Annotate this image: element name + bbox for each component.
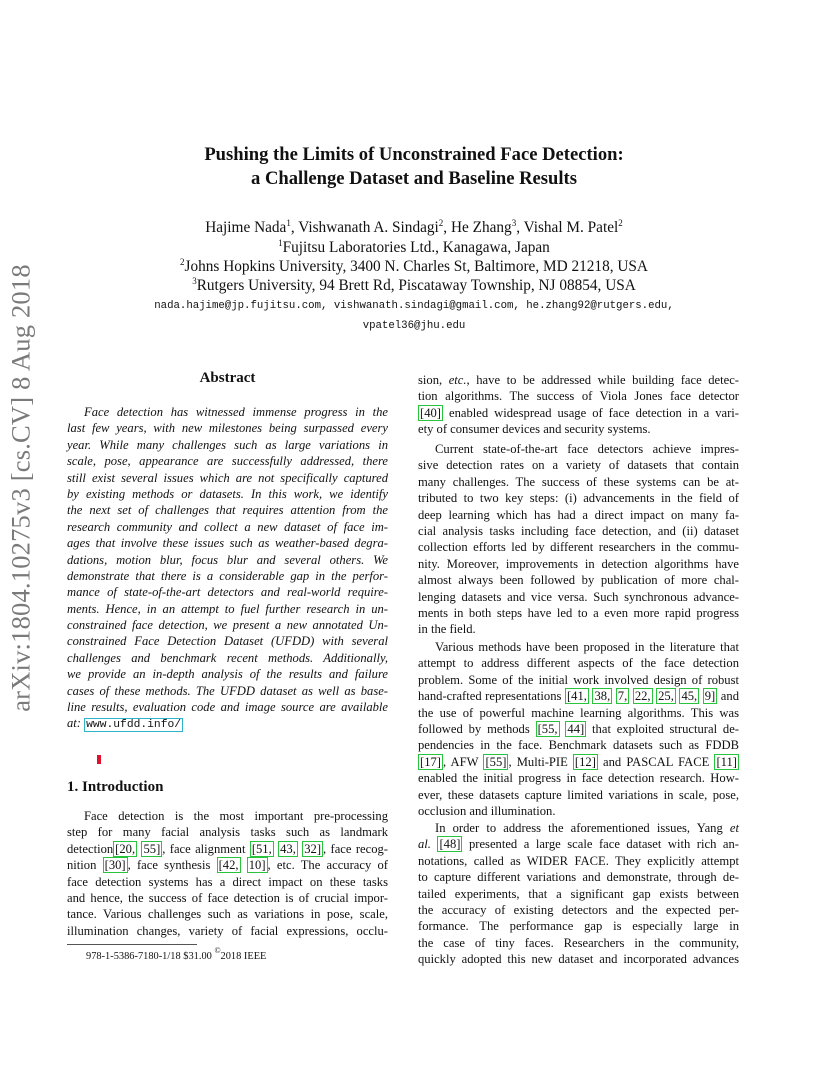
affiliation-text: Rutgers University, 94 Brett Rd, Piscataway Township, NJ 08854, USA — [196, 277, 636, 294]
citation-link[interactable]: 10] — [248, 858, 266, 873]
abstract-line: by existing methods or datasets. In this work, we identify — [67, 486, 388, 501]
email-line-2: vpatel36@jhu.edu — [362, 320, 466, 332]
abstract-line: research community and collect a new dataset of face im- — [67, 519, 388, 534]
right-paragraph-2 — [418, 441, 739, 638]
text-line: lenging datasets and vice versa. Such synchronous advance- — [418, 589, 739, 604]
text-line: tance. Various challenges such as variations in pose, scale, — [67, 907, 388, 922]
affiliation-sup: 2 — [180, 257, 185, 267]
text-line: attempt to address different aspects of the face detection — [418, 656, 739, 671]
dataset-url-link[interactable]: www.ufdd.info/ — [86, 719, 182, 732]
citation-link[interactable]: 22, — [634, 689, 651, 704]
abstract-line: year. While many challenges such as large variations in — [67, 437, 388, 452]
text-line: notations, called as WIDER FACE. They explicitly attempt — [418, 853, 739, 868]
abstract-line: at: www.ufdd.info/ — [67, 716, 182, 732]
abstract-heading: Abstract — [199, 370, 256, 386]
citation-link[interactable]: 32] — [304, 841, 322, 856]
citation-link[interactable]: [42, — [218, 858, 239, 873]
text-line: nity. Moreover, improvements in detection algorithms have — [418, 556, 739, 571]
abstract-line: ments. Hence, in an attempt to fuel further research in un- — [67, 601, 388, 616]
citation-link[interactable]: 9] — [704, 689, 716, 704]
affiliation-sup: 1 — [278, 238, 283, 248]
text-line: cial analysis tasks including face detection, and (ii) dataset — [418, 523, 739, 538]
intro-heading: 1. Introduction — [67, 779, 164, 795]
citation-link[interactable]: 45, — [681, 689, 698, 704]
text-line: tributed to two key steps: (i) advancements in the field of — [418, 491, 739, 506]
author-name: Vishal M. Patel — [523, 219, 619, 236]
abstract-line: we provide an in-depth analysis of the results and failure — [67, 667, 388, 682]
abstract-body — [67, 404, 388, 732]
text-line: pendencies in the face. Benchmark datasets such as FDDB — [418, 738, 739, 753]
text-line: many challenges. The success of these systems can be at- — [418, 474, 739, 489]
italic-text: etc. — [448, 373, 467, 387]
copyright-symbol: © — [214, 946, 221, 955]
text-line: detection [20, 55] , face alignment [51, 43, 32] , face recog- — [67, 841, 388, 856]
italic-text: et — [729, 821, 739, 835]
affiliation-sup: 3 — [192, 276, 197, 286]
affiliation-text: Johns Hopkins University, 3400 N. Charles St, Baltimore, MD 21218, USA — [184, 258, 648, 275]
abstract-line: ages that involve these issues such as weather-based degra- — [67, 536, 388, 551]
text-line: quickly adopted this new dataset and incorporated advances — [418, 952, 739, 967]
text-line: formance. The performance gap is especially large in — [418, 919, 739, 934]
paper-title-line2: a Challenge Dataset and Baseline Results — [251, 168, 577, 189]
citation-link[interactable]: 7, — [617, 689, 628, 704]
text-line: the use of powerful machine learning algorithms. This was — [418, 705, 739, 720]
text-line: collection efforts led by different researchers in the commu- — [418, 540, 739, 555]
affiliation-3 — [0, 276, 828, 296]
text-line: al. [48] presented a large scale face dataset with rich an- — [418, 837, 739, 852]
text-line: tailed experiments, that a significant gap exists between — [418, 886, 739, 901]
citation-link[interactable]: 38, — [594, 689, 611, 704]
text-line: ments in both steps have led to a even more rapid progress — [418, 605, 739, 620]
footnote-rule — [67, 944, 197, 945]
citation-link[interactable]: [55, — [537, 721, 558, 736]
citation-link[interactable]: 55] — [143, 841, 161, 856]
text-line: followed by methods [55, 44] that exploited structural de- — [418, 721, 740, 736]
abstract-line: constrained face detection, we present a new annotated Un- — [67, 618, 388, 633]
abstract-line: Face detection has witnessed immense progress in the — [84, 405, 388, 419]
abstract-line: challenges and benchmark recent methods. Additionally, — [67, 650, 388, 665]
affiliation-text: Fujitsu Laboratories Ltd., Kanagawa, Japan — [282, 239, 550, 256]
text-line: ety of consumer devices and security systems. — [418, 422, 651, 437]
text-line: face detection systems has a direct impact on these tasks — [67, 874, 388, 889]
email-line-1: nada.hajime@jp.fujitsu.com, vishwanath.sindagi@gmail.com, he.zhang92@rutgers.edu, — [154, 300, 674, 312]
paper-title-line1: Pushing the Limits of Unconstrained Face Detection: — [204, 144, 624, 165]
citation-link[interactable]: [41, — [566, 689, 587, 704]
text-line: and hence, the success of face detection is of crucial impor- — [67, 890, 388, 905]
abstract-line: demonstrate that there is a considerable gap in the perfor- — [67, 568, 388, 583]
text-line: in the field. — [418, 622, 476, 637]
abstract-line: constrained Face Detection Dataset (UFDD) with several — [67, 634, 388, 649]
text-line: enabled the initial progress in face detection research. How- — [418, 771, 739, 786]
citation-link[interactable]: [48] — [439, 837, 461, 852]
text-line: step for many facial analysis tasks such as landmark — [67, 825, 388, 840]
citation-link[interactable]: [30] — [104, 858, 126, 873]
text-line: tion algorithms. The success of Viola Jones face detector — [418, 389, 739, 404]
author-sup: 3 — [511, 218, 517, 228]
text-line: deep learning which has had a direct impact on many fa- — [418, 507, 739, 522]
author-name: Hajime Nada — [205, 219, 287, 236]
author-sup: 1 — [286, 218, 291, 228]
right-paragraph-3 — [418, 639, 739, 819]
citation-link[interactable]: [12] — [574, 754, 596, 769]
copyright-footnote — [86, 946, 267, 962]
abstract-line: last few years, with new milestones being surpassed every — [67, 421, 388, 436]
abstract-line: scale, pose, appearance are successfully addressed, there — [67, 454, 388, 469]
text-line: [17] , AFW [55] , Multi-PIE [12] and PASCAL FACE [11] — [420, 754, 737, 769]
arxiv-id: arXiv:1804.10275v3 [cs.CV] 8 Aug 2018 — [5, 264, 36, 712]
citation-link[interactable]: [20, — [115, 841, 136, 856]
abstract-line: still exist several issues which are not specifically captured — [67, 470, 388, 485]
text-line: [40] enabled widespread usage of face detection in a vari- — [420, 405, 739, 420]
text-line: sion, etc., have to be addressed while building face detec- — [418, 373, 739, 387]
abstract-line: mance of state-of-the-art detectors and real-world require- — [67, 585, 388, 600]
citation-link[interactable]: 43, — [280, 841, 296, 856]
author-list: Hajime Nada$^1$, Vishwanath A. Sindagi$^2$, He Zhang$^3$, Vishal M. Patel$^2$ — [205, 218, 623, 236]
affiliation-1 — [0, 238, 828, 258]
author-sup: 2 — [618, 218, 623, 228]
text-line: hand-crafted representations [41, 38, 7, 22, 25, 45, 9] and — [418, 689, 739, 704]
text-line: Various methods have been proposed in the literature that — [435, 640, 739, 654]
italic-text: al. — [418, 837, 431, 852]
footnote-year: 2018 IEEE — [220, 951, 267, 962]
affiliation-2 — [0, 257, 828, 277]
citation-link[interactable]: [51, — [251, 841, 272, 856]
right-paragraph-1 — [418, 372, 739, 438]
text-line: sive detection rates on a variety of datasets that contain — [418, 458, 739, 473]
intro-body — [67, 808, 388, 939]
text-line: almost always been followed by publication of more chal- — [418, 573, 739, 588]
citation-link[interactable]: [11] — [716, 754, 737, 769]
abstract-line: the next set of challenges that requires attention from the — [67, 503, 388, 518]
text-line: the accuracy of existing detectors and the expected per- — [418, 902, 739, 917]
text-line: In order to address the aforementioned issues, Yang et — [435, 821, 739, 835]
text-line: Current state-of-the-art face detectors achieve impres- — [435, 442, 739, 456]
red-marker — [97, 755, 101, 764]
author-name: He Zhang — [450, 219, 512, 236]
author-name: Vishwanath A. Sindagi — [298, 219, 439, 236]
abstract-line: dations, motion blur, focus blur and several others. We — [67, 552, 388, 567]
text-line: nition [30] , face synthesis [42, 10] , etc. The accuracy of — [67, 858, 388, 873]
text-line: occlusion and illumination. — [418, 803, 556, 818]
author-sup: 2 — [438, 218, 444, 228]
text-line: Face detection is the most important pre-processing — [84, 809, 388, 823]
abstract-line: line results, evaluation code and image source are available — [67, 700, 388, 715]
text-line: ever, these datasets capture limited variations in scale, pose, — [418, 787, 739, 802]
footnote-text: 978-1-5386-7180-1/18 $31.00 — [86, 951, 215, 962]
right-paragraph-4 — [418, 820, 739, 968]
citation-link[interactable]: 25, — [658, 689, 674, 704]
text-line: problem. Some of the initial work involved design of robust — [418, 672, 739, 687]
citation-link[interactable]: [55] — [485, 754, 507, 769]
text-line: the case of tiny faces. Researchers in the community, — [418, 935, 739, 950]
citation-link[interactable]: 44] — [567, 721, 585, 736]
citation-link[interactable]: [40] — [420, 405, 441, 420]
citation-link[interactable]: [17] — [420, 754, 441, 769]
abstract-line: cases of these methods. The UFDD dataset as well as base- — [67, 683, 388, 698]
text-line: to capture different variations and demonstrate, through de- — [418, 870, 739, 885]
text-line: illumination changes, variety of facial expressions, occlu- — [67, 923, 388, 938]
